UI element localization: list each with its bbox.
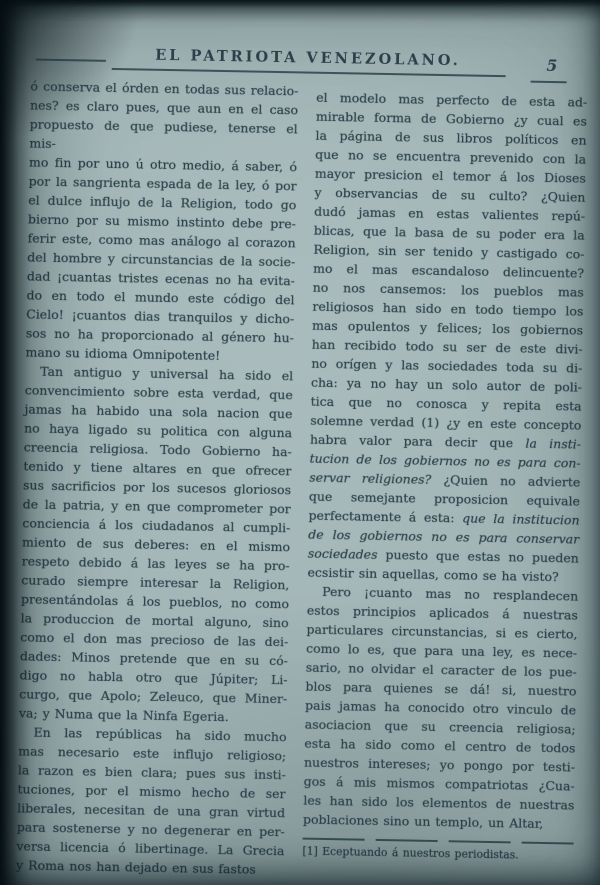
text-line	[16, 855, 284, 879]
text-segment: no orígen y las sociedades toda su di-	[311, 355, 583, 376]
text-segment: nuestros intereses; yo pongo por testi-	[303, 754, 576, 775]
text-segment: curado siempre interesar la Religion,	[21, 572, 290, 593]
text-segment: ó conserva el órden en todas sus relacio-	[30, 78, 299, 99]
text-segment: mayor presicion el temor á los Dioses	[314, 165, 586, 186]
page-number-rule	[531, 81, 567, 84]
text-segment: propuesto de que pudiese, tenerse el mis-	[29, 116, 298, 151]
text-segment: Tan antiguo y universal ha sido el	[40, 363, 294, 384]
text-segment: les han sido los elementos de nuestras	[303, 792, 575, 813]
text-segment: sos no ha proporcionado al género hu-	[25, 325, 294, 346]
text-segment: esta ha sido como el centro de todos	[304, 735, 576, 756]
text-segment: como el don mas precioso de las dei-	[20, 629, 289, 650]
text-segment: y observancias de su culto? ¿Quien	[314, 184, 586, 205]
page-number: 5	[546, 55, 558, 76]
text-segment: la razon es bien clara; pues sus insti-	[17, 762, 286, 783]
text-segment: de la patria, y en que comprometer por	[22, 496, 291, 517]
text-segment: el dulce influjo de la Religion, todo go	[28, 192, 297, 213]
text-segment: tuciones, por el mismo hecho de ser	[17, 781, 286, 802]
text-segment: presentándolas á los pueblos, no como	[20, 591, 290, 612]
text-segment: liberales, necesitan de una gran virtud	[17, 800, 286, 821]
text-line	[29, 114, 298, 157]
text-segment: va; y Numa que la Ninfa Egeria.	[18, 705, 229, 725]
text-segment: digo no habla otro que Júpiter; Li-	[19, 667, 288, 688]
footnote-text: [1] Eceptuando á nuestros periodistas.	[302, 844, 519, 862]
text-segment: perfectamente á esta:	[308, 507, 463, 526]
text-segment: creencia religiosa. Todo Gobierno ha-	[23, 439, 292, 460]
italic-text: servar religiones?	[309, 469, 432, 487]
italic-text: que la institucion	[462, 510, 580, 528]
page-title: EL PATRIOTA VENEZOLANO.	[155, 46, 461, 70]
text-segment: do en todo el mundo este código del	[26, 287, 295, 308]
text-segment: En las repúblicas ha sido mucho	[33, 724, 287, 745]
text-segment: bierno por su mismo instinto debe pre-	[27, 211, 297, 232]
text-segment: pais jamas ha conocido otro vinculo de	[304, 697, 577, 718]
text-segment: el modelo mas perfecto de esta ad-	[316, 89, 588, 110]
text-segment: la produccion de mortal alguno, sino	[20, 610, 289, 631]
text-segment: habra valor para decir que	[309, 431, 526, 451]
text-segment: Pero ¡cuanto mas no resplandecen	[322, 583, 579, 604]
text-segment: mas necesario este influjo religioso;	[18, 743, 287, 764]
italic-text: tucion de los gobiernos no es para con-	[309, 450, 581, 471]
text-segment: Religion, sin ser tenido y castigado co-	[313, 241, 585, 262]
left-text-column	[16, 76, 299, 879]
right-text-column	[302, 88, 587, 864]
paragraph	[303, 582, 578, 834]
text-line	[303, 810, 574, 834]
text-segment: la página de sus libros políticos en	[315, 127, 587, 148]
text-segment: jamas ha habido una sola nacion que	[24, 401, 293, 422]
text-segment: nes? es claro pues, que aun en el caso	[29, 97, 299, 118]
text-segment: para sostenerse y no degenerar en per-	[16, 819, 285, 840]
text-segment: mo fin por uno ú otro medio, á saber, ó	[28, 154, 298, 175]
text-segment: no nos cansemos: los pueblos mas	[312, 279, 584, 300]
text-segment: como lo es, que para una ley, es nece-	[306, 640, 578, 661]
italic-text: de los gobiernos no es para conservar	[308, 526, 580, 547]
text-segment: curgo, que Apolo; Zeleuco, que Miner-	[19, 686, 288, 707]
text-segment: ¿Quien no advierte	[431, 471, 581, 490]
text-segment: estos principios aplicados á nuestras	[306, 602, 578, 623]
text-segment: dad ¡cuantas tristes ecenas no ha evita-	[26, 268, 296, 289]
text-segment: asociacion que su creencia religiosa;	[304, 716, 576, 737]
text-segment: versa licencia ó libertinage. La Grecia	[16, 838, 285, 859]
text-segment: tenido y tiene altares en que ofrecer	[23, 458, 292, 479]
text-segment: mas opulentos y felices; los gobiernos	[311, 317, 584, 338]
text-segment: mirable forma de Gobierno ¿y cual es	[315, 108, 588, 129]
text-segment: ferir este, como mas análogo al corazon	[27, 230, 296, 251]
header-left-rule	[36, 59, 106, 62]
text-segment: poblaciones sino un templo, un Altar,	[302, 811, 544, 831]
text-segment: tica que no conosca y repita esta	[310, 393, 582, 414]
text-segment: Cielo! ¡cuantos dias tranquilos y dicho-	[26, 306, 295, 327]
paragraph	[25, 76, 298, 366]
text-segment: mo el mas escandaloso delincuente?	[312, 260, 585, 281]
text-segment: blos para quienes se dá! si, nuestro	[305, 678, 577, 699]
text-segment: del hombre y circunstancias de la socie-	[27, 249, 296, 270]
text-segment: gos á mis mismos compatriotas ¿Cua-	[303, 773, 575, 794]
text-segment: respeto debido á las leyes se ha pro-	[21, 553, 290, 574]
text-segment: blicas, que la basa de su poder era la	[313, 222, 585, 243]
text-segment: por la sangrienta espada de la ley, ó por	[28, 173, 297, 194]
text-segment: puesto que estas no pueden	[377, 546, 580, 566]
text-segment: particulares circunstancias, si es cierto,	[306, 621, 578, 642]
italic-text: la insti-	[525, 435, 582, 452]
text-segment: mano su idioma Omnipotente!	[25, 344, 221, 363]
text-segment: miento de sus deberes: en el mismo	[21, 534, 291, 555]
text-segment: sario, no olvidar el caracter de los pue-	[305, 659, 577, 680]
text-segment: sus sacrificios por los sucesos gloriosos	[22, 477, 292, 498]
italic-text: sociedades	[307, 545, 378, 562]
text-segment: convencimiento sobre esta verdad, que	[24, 382, 293, 403]
text-segment: religiosos han sido en todo tiempo los	[312, 298, 584, 319]
text-segment: conciencia á los ciudadanos al cumpli-	[22, 515, 291, 536]
text-segment: no haya ligado su politica con alguna	[24, 420, 293, 441]
paragraph	[19, 361, 294, 727]
header-title-rule	[112, 68, 506, 77]
text-segment: solemne verdad (1) ¿y en este concepto	[310, 412, 582, 433]
text-segment: han recibido todo su ser de este divi-	[311, 336, 583, 357]
text-segment: y Roma nos han dejado en sus fastos	[16, 857, 256, 877]
text-segment: dades: Minos pretende que en su có-	[19, 648, 289, 669]
paragraph	[307, 88, 587, 587]
text-segment: que no se encuentra prevenido con la	[315, 146, 587, 167]
text-segment: que semejante proposicion equivale	[308, 488, 581, 509]
paragraph	[16, 722, 287, 879]
text-segment: cha: ya no hay un solo autor de poli-	[310, 374, 583, 395]
text-segment: ecsistir sin aquellas, como se ha visto?	[307, 564, 559, 585]
text-segment: dudó jamas en estas valientes repú-	[314, 203, 586, 224]
